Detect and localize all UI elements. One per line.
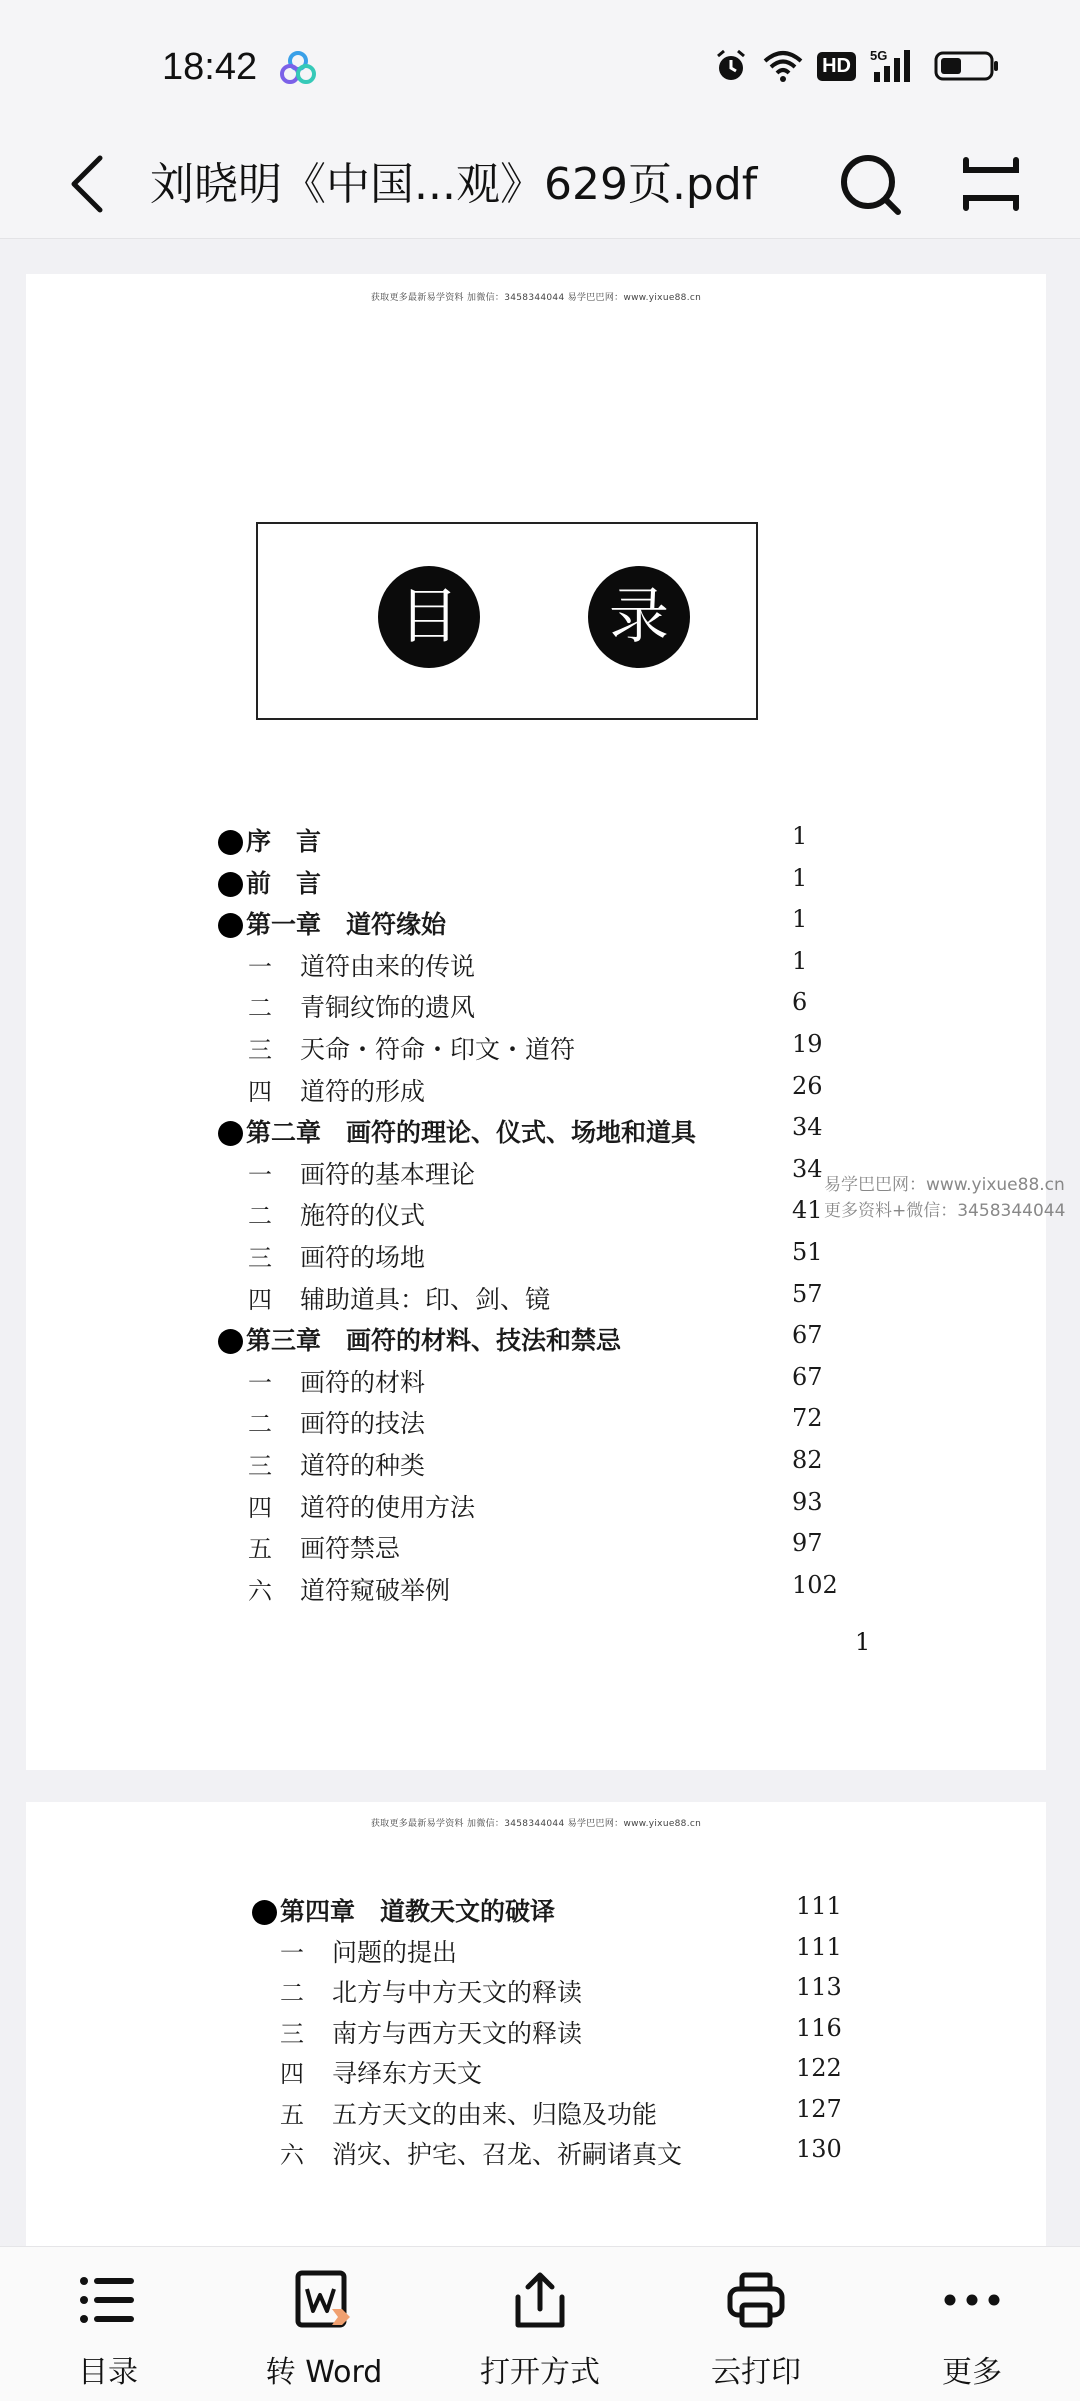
toc-button[interactable] [0,2247,216,2401]
toc-page-number: 116 [796,2013,842,2042]
toc-item-row[interactable] [26,2054,1046,2094]
title-char-1: 目 [378,566,480,668]
toc-chapter-row[interactable] [26,864,1046,904]
toc-bullet [218,1329,243,1354]
convert-word-label: 转 Word [265,2355,383,2390]
more-dots-icon [942,2269,1002,2331]
toc-entry-text: 画符的场地 [300,1243,426,1272]
toc-chapter-row[interactable] [26,1113,1046,1153]
toc-entry-text: 道符窥破举例 [300,1575,451,1605]
toc-page-number: 102 [792,1570,838,1599]
pdf-page-1[interactable] [26,274,1046,1770]
toc-item-row[interactable] [26,1529,1046,1569]
toc-entry-text: 施符的仪式 [300,1201,426,1231]
title-char-2: 录 [588,566,690,668]
toc-page-number: 72 [792,1404,823,1433]
toc-item-number: 一 [248,952,272,981]
toc-page-number: 1 [792,863,808,892]
convert-word-button[interactable] [216,2247,432,2401]
toc-item-row[interactable] [26,947,1046,987]
toc-page-number: 127 [796,2094,842,2123]
toc-page-number: 26 [792,1071,823,1100]
toc-page-number: 57 [792,1279,823,1308]
toc-page-number: 111 [796,1932,842,1961]
more-button[interactable] [864,2247,1080,2401]
back-arrow-icon[interactable] [58,144,118,224]
wifi-icon [763,49,803,83]
toc-item-row[interactable] [26,988,1046,1028]
toc-item-row[interactable] [26,1404,1046,1444]
cloud-print-button[interactable] [648,2247,864,2401]
table-of-contents [26,274,1046,1770]
toc-bullet [252,1900,277,1925]
toc-entry-text: 道符的种类 [300,1451,426,1480]
side-watermark-line: 易学巴巴网：www.yixue88.cn [824,1175,1065,1195]
toc-entry-text: 第一章 道符缘始 [246,910,447,940]
header-watermark: 获取更多最新易学资料 加微信：3458344044 易学巴巴网：www.yixue88.cn [370,293,702,303]
toc-item-row[interactable] [26,1973,1046,2013]
toc-chapter-row[interactable] [26,822,1046,862]
toc-chapter-row[interactable] [26,1321,1046,1361]
toc-item-row[interactable] [26,1571,1046,1611]
toc-item-number: 五 [248,1535,272,1564]
top-toolbar [0,130,1080,239]
toc-page-number: 93 [792,1487,823,1516]
toc-item-number: 四 [248,1285,272,1314]
toc-page-number: 51 [792,1238,823,1266]
word-convert-icon [294,2269,354,2331]
toc-entry-text: 道符的使用方法 [300,1492,476,1522]
toc-entry-text: 前 言 [246,868,322,898]
toc-item-number: 一 [248,1160,272,1189]
toc-item-row[interactable] [26,1363,1046,1403]
printer-icon [726,2269,786,2331]
toc-entry-text: 北方与中方天文的释读 [332,1978,583,2007]
toc-entry-text: 画符禁忌 [300,1534,401,1564]
toc-page-number: 1 [792,822,808,850]
toc-item-row[interactable] [26,1238,1046,1278]
toc-item-row[interactable] [26,1072,1046,1112]
toc-entry-text: 第四章 道教天文的破译 [280,1897,556,1926]
toc-page-number: 130 [796,2135,842,2163]
status-bar [0,0,1080,130]
toc-entry-text: 画符的基本理论 [300,1159,476,1189]
open-with-label: 打开方式 [480,2355,600,2390]
toc-entry-text: 南方与西方天文的释读 [332,2018,583,2048]
list-icon [78,2269,138,2331]
pdf-page-2[interactable] [26,1802,1046,2262]
toc-item-row[interactable] [26,2135,1046,2175]
toc-entry-text: 道符的形成 [300,1076,426,1106]
toc-page-number: 34 [792,1154,823,1183]
bottom-action-bar [0,2246,1080,2401]
toc-item-number: 四 [280,2060,304,2088]
cellular-signal-icon [870,48,920,84]
toc-item-number: 二 [248,994,272,1023]
share-icon [510,2269,570,2331]
toc-entry-text: 消灾、护宅、召龙、祈嗣诸真文 [332,2140,683,2169]
toc-item-number: 三 [248,1036,272,1064]
toc-item-number: 六 [248,1576,272,1605]
toc-page-number: 34 [792,1113,823,1142]
cloud-print-label: 云打印 [711,2355,801,2390]
toc-item-number: 三 [248,1244,272,1272]
menu-icon[interactable] [956,146,1026,222]
toc-item-number: 四 [248,1077,272,1106]
document-title: 刘晓明《中国...观》629页.pdf [150,159,758,210]
status-time: 18:42 [162,46,258,88]
toc-entry-text: 第二章 画符的理论、仪式、场地和道具 [246,1118,697,1148]
page-number: 1 [855,1628,871,1656]
toc-bullet [218,1121,243,1146]
toc-item-row[interactable] [26,1488,1046,1528]
toc-entry-text: 寻绎东方天文 [332,2059,483,2088]
toc-page-number: 6 [792,988,808,1017]
toc-page-number: 1 [792,905,808,934]
toc-entry-text: 五方天文的由来、归隐及功能 [332,2099,658,2129]
toc-page-number: 97 [792,1529,823,1558]
table-of-contents [26,1802,1046,2262]
toc-page-number: 67 [792,1321,823,1350]
svg-text:5G: 5G [870,48,888,63]
toc-entry-text: 辅助道具：印、剑、镜 [300,1284,551,1314]
toc-item-number: 四 [248,1493,272,1522]
toc-item-row[interactable] [26,2095,1046,2135]
toc-chapter-row[interactable] [26,905,1046,945]
toc-item-number: 二 [248,1202,272,1231]
toc-page-number: 67 [792,1362,823,1391]
toc-page-number: 111 [796,1892,842,1920]
toc-entry-text: 青铜纹饰的遗风 [300,993,476,1023]
more-label: 更多 [942,2355,1002,2390]
side-watermark [824,1172,1065,1224]
toc-item-number: 二 [280,1979,304,2007]
alarm-icon [713,48,749,84]
search-icon[interactable] [836,146,906,222]
toc-item-row[interactable] [26,1933,1046,1973]
open-with-button[interactable] [432,2247,648,2401]
toc-item-number: 五 [280,2100,304,2129]
toc-entry-text: 问题的提出 [332,1937,458,1967]
toc-chapter-row[interactable] [26,1892,1046,1932]
app-notification-icon [278,48,318,88]
toc-item-number: 六 [280,2141,304,2169]
hd-badge: HD [817,52,856,81]
toc-item-row[interactable] [26,2014,1046,2054]
toc-page-number: 122 [796,2054,842,2082]
toc-entry-text: 第三章 画符的材料、技法和禁忌 [246,1326,622,1356]
toc-button-label: 目录 [78,2355,138,2390]
toc-entry-text: 画符的材料 [300,1367,426,1397]
toc-item-number: 三 [248,1452,272,1480]
toc-item-number: 一 [248,1368,272,1397]
toc-bullet [218,872,243,897]
header-watermark: 获取更多最新易学资料 加微信：3458344044 易学巴巴网：www.yixue88.cn [370,1819,702,1829]
toc-page-number: 113 [796,1973,842,2001]
toc-bullet [218,913,243,938]
toc-item-number: 三 [280,2019,304,2048]
toc-entry-text: 道符由来的传说 [300,951,476,981]
toc-entry-text: 画符的技法 [300,1409,426,1439]
toc-entry-text: 天命・符命・印文・道符 [300,1035,576,1064]
toc-item-row[interactable] [26,1446,1046,1486]
toc-page-number: 19 [792,1030,823,1058]
toc-entry-text: 序 言 [246,827,322,856]
toc-bullet [218,830,243,855]
toc-page-number: 82 [792,1446,823,1474]
side-watermark-line: 更多资料+微信：3458344044 [824,1201,1066,1221]
battery-icon [934,49,1000,83]
toc-page-number: 41 [792,1196,823,1225]
toc-item-number: 二 [248,1410,272,1439]
toc-item-row[interactable] [26,1280,1046,1320]
toc-item-number: 一 [280,1938,304,1967]
toc-page-number: 1 [792,946,808,975]
toc-item-row[interactable] [26,1030,1046,1070]
